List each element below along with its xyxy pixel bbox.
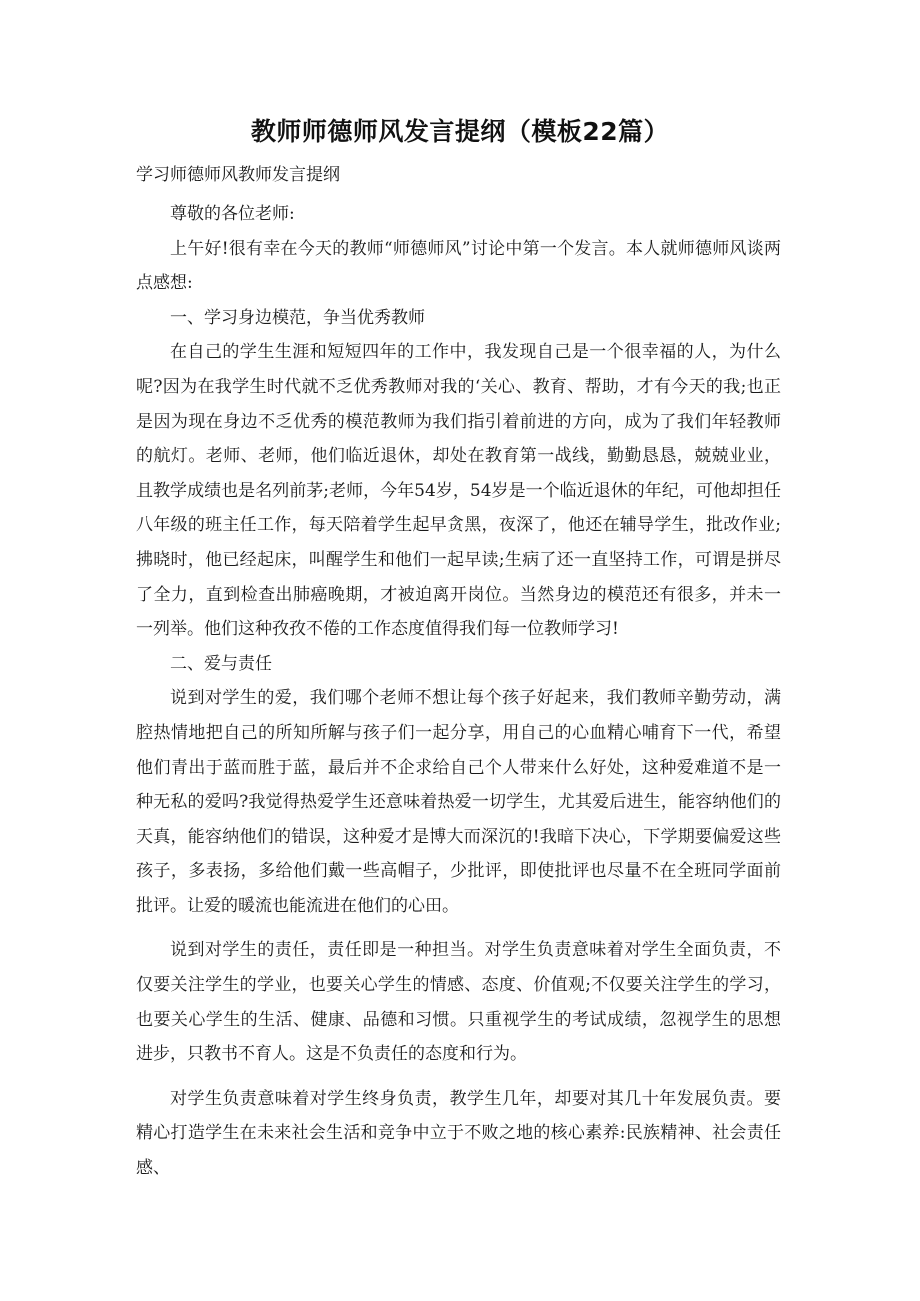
section-heading-one: 一、学习身边模范，争当优秀教师 xyxy=(170,307,425,328)
body-paragraph: 说到对学生的责任，责任即是一种担当。对学生负责意味着对学生全面负责，不仅要关注学生的学业，也要关心学生的情感、态度、价值观;不仅要关注学生的学习，也要关心学生的生活、健康、品德和习惯。只重视学生的考试成绩，忽视学生的思想进步，只教书不育人。这是不负责任的态度和行为。 xyxy=(136,940,781,1065)
body-paragraph: 对学生负责意味着对学生终身负责，教学生几年，却要对其几十年发展负责。要精心打造学生在未来社会生活和竞争中立于不败之地的核心素养:民族精神、社会责任感、 xyxy=(136,1088,781,1179)
document-subtitle: 学习师德师风教师发言提纲 xyxy=(136,165,340,185)
body-paragraph: 在自己的学生生涯和短短四年的工作中，我发现自己是一个很幸福的人，为什么呢?因为在我学生时代就不乏优秀教师对我的‘关心、教育、帮助，才有今天的我;也正是因为现在身边不乏优秀的模范教师为我们指引着前进的方向，成为了我们年轻教师的航灯。老师、老师，他们临近退休，却处在教育第一战线，勤勤恳恳，兢兢业业，且教学成绩也是名列前茅;老师，今年54岁，54岁是一个临近退休的年纪，可他却担任八年级的班主任工作，每天陪着学生起早贪黑，夜深了，他还在辅导学生，批改作业;拂晓时，他已经起床，叫醒学生和他们一起早读;生病了还一直坚持工作，可谓是拼尽了全力，直到检查出肺癌晚期，才被迫离开岗位。当然身边的模范还有很多，并未一一列举。他们这种孜孜不倦的工作态度值得我们每一位教师学习! xyxy=(136,342,781,640)
document-body xyxy=(136,197,781,1186)
salutation-paragraph: 尊敬的各位老师: xyxy=(170,204,295,224)
greeting-paragraph: 上午好!很有幸在今天的教师“师德师风”讨论中第一个发言。本人就师德师风谈两点感想: xyxy=(136,238,781,294)
body-paragraph: 说到对学生的爱，我们哪个老师不想让每个孩子好起来，我们教师辛勤劳动，满腔热情地把自己的所知所解与孩子们一起分享，用自己的心血精心哺育下一代，希望他们青出于蓝而胜于蓝，最后并不企求给自己个人带来什么好处，这种爱难道不是一种无私的爱吗?我觉得热爱学生还意味着热爱一切学生，尤其爱后进生，能容纳他们的天真，能容纳他们的错误，这种爱才是博大而深沉的!我暗下决心，下学期要偏爱这些孩子，多表扬，多给他们戴一些高帽子，少批评，即使批评也尽量不在全班同学面前批评。让爱的暖流也能流进在他们的心田。 xyxy=(136,688,781,916)
section-heading-two: 二、爱与责任 xyxy=(170,653,272,674)
document-title: 教师师德师风发言提纲（模板22篇） xyxy=(250,117,670,146)
